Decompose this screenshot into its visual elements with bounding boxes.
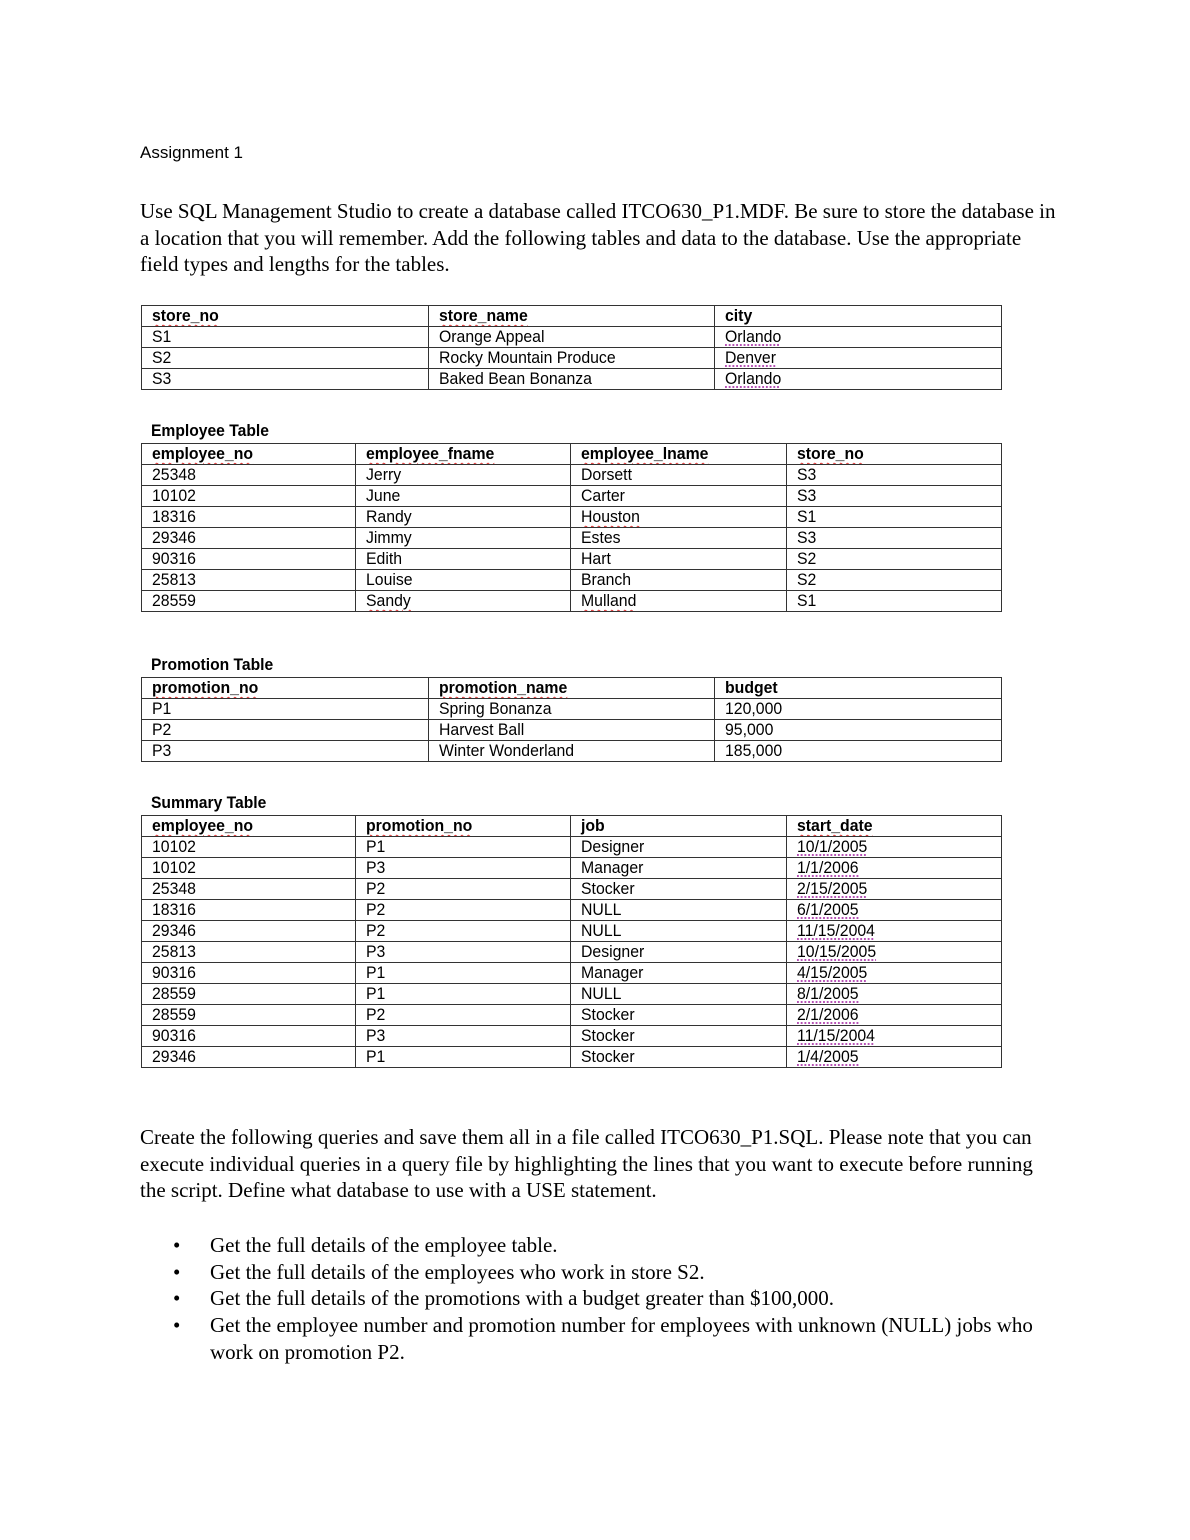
list-item bbox=[140, 1232, 1060, 1259]
table-cell bbox=[787, 921, 1002, 942]
cell-value: 95,000 bbox=[725, 720, 774, 739]
table-row bbox=[142, 570, 1002, 591]
table-cell bbox=[787, 570, 1002, 591]
table-cell bbox=[787, 984, 1002, 1005]
cell-value: Dorsett bbox=[581, 465, 632, 484]
column-header-label: promotion_no bbox=[366, 816, 473, 835]
cell-value: S2 bbox=[152, 348, 172, 367]
cell-value: Denver bbox=[725, 348, 776, 367]
table-cell bbox=[142, 879, 356, 900]
table-cell bbox=[142, 528, 356, 549]
table-cell bbox=[142, 507, 356, 528]
table-header-row bbox=[142, 678, 1002, 699]
table-cell bbox=[142, 741, 429, 762]
cell-value: P3 bbox=[152, 741, 172, 760]
cell-value: Louise bbox=[366, 570, 413, 589]
table-cell bbox=[571, 963, 787, 984]
table-cell bbox=[429, 699, 715, 720]
table-row bbox=[142, 465, 1002, 486]
cell-value: S3 bbox=[797, 528, 817, 547]
table-cell bbox=[571, 1026, 787, 1047]
column-header-label: start_date bbox=[797, 816, 873, 835]
bullet-icon: • bbox=[173, 1313, 181, 1338]
bullet-icon: • bbox=[173, 1259, 181, 1284]
cell-value: Rocky Mountain Produce bbox=[439, 348, 616, 367]
cell-value: P1 bbox=[366, 963, 386, 982]
table-cell bbox=[715, 741, 1002, 762]
column-header bbox=[142, 678, 429, 699]
table-cell bbox=[787, 465, 1002, 486]
table-cell bbox=[142, 921, 356, 942]
cell-value: 10102 bbox=[152, 837, 196, 856]
cell-value: Edith bbox=[366, 549, 403, 568]
cell-value: 29346 bbox=[152, 528, 196, 547]
table-cell bbox=[142, 369, 429, 390]
cell-value: S1 bbox=[797, 507, 817, 526]
bullet-icon: • bbox=[173, 1286, 181, 1311]
cell-value: P1 bbox=[152, 699, 172, 718]
table-cell bbox=[571, 1047, 787, 1068]
column-header bbox=[787, 816, 1002, 837]
table-cell bbox=[429, 369, 715, 390]
cell-value: June bbox=[366, 486, 401, 505]
cell-value: Branch bbox=[581, 570, 632, 589]
table-header-row bbox=[142, 816, 1002, 837]
table-row bbox=[142, 327, 1002, 348]
column-header-label: job bbox=[581, 816, 605, 835]
table-cell bbox=[356, 591, 571, 612]
table-row bbox=[142, 507, 1002, 528]
table-cell bbox=[787, 837, 1002, 858]
cell-value: P2 bbox=[152, 720, 172, 739]
cell-value: 90316 bbox=[152, 1026, 196, 1045]
task-text: Get the employee number and promotion number for employees with unknown (NULL) jobs who work on promotion P2. bbox=[210, 1313, 1033, 1364]
column-header bbox=[571, 444, 787, 465]
cell-value: 18316 bbox=[152, 507, 196, 526]
cell-value: P3 bbox=[366, 942, 386, 961]
table-row bbox=[142, 963, 1002, 984]
cell-value: Harvest Ball bbox=[439, 720, 525, 739]
bullet-icon: • bbox=[173, 1233, 181, 1257]
cell-value: Manager bbox=[581, 963, 644, 982]
cell-value: P1 bbox=[366, 1047, 386, 1066]
column-header-label: store_no bbox=[152, 306, 219, 325]
table-cell bbox=[787, 963, 1002, 984]
table-cell bbox=[142, 327, 429, 348]
table-row bbox=[142, 837, 1002, 858]
table-cell bbox=[142, 465, 356, 486]
table-cell bbox=[142, 570, 356, 591]
table-row bbox=[142, 879, 1002, 900]
table-row bbox=[142, 1026, 1002, 1047]
cell-value: NULL bbox=[581, 900, 622, 919]
cell-value: Jerry bbox=[366, 465, 402, 484]
table-cell bbox=[142, 942, 356, 963]
column-header bbox=[142, 444, 356, 465]
cell-value: Stocker bbox=[581, 1026, 635, 1045]
cell-value: Baked Bean Bonanza bbox=[439, 369, 592, 388]
column-header-label: city bbox=[725, 306, 753, 325]
cell-value: 28559 bbox=[152, 591, 196, 610]
table-cell bbox=[356, 921, 571, 942]
cell-value: S1 bbox=[152, 327, 172, 346]
table-cell bbox=[787, 1047, 1002, 1068]
table-row bbox=[142, 549, 1002, 570]
cell-value: 185,000 bbox=[725, 741, 783, 760]
task-text: Get the full details of the employees who work in store S2. bbox=[210, 1259, 705, 1284]
table-cell bbox=[787, 549, 1002, 570]
list-item bbox=[140, 1312, 1060, 1365]
table-cell bbox=[356, 528, 571, 549]
column-header bbox=[715, 678, 1002, 699]
table-row bbox=[142, 720, 1002, 741]
cell-value: Mulland bbox=[581, 591, 637, 610]
column-header-label: store_no bbox=[797, 444, 864, 463]
table-cell bbox=[142, 858, 356, 879]
column-header bbox=[571, 816, 787, 837]
store-table bbox=[141, 305, 1002, 390]
table-cell bbox=[429, 348, 715, 369]
table-cell bbox=[571, 879, 787, 900]
column-header bbox=[142, 306, 429, 327]
column-header bbox=[429, 678, 715, 699]
column-header-label: store_name bbox=[439, 306, 528, 325]
task-list bbox=[140, 1232, 1060, 1366]
table-cell bbox=[571, 465, 787, 486]
cell-value: 10/1/2005 bbox=[797, 837, 868, 856]
cell-value: 28559 bbox=[152, 1005, 196, 1024]
cell-value: S1 bbox=[797, 591, 817, 610]
cell-value: NULL bbox=[581, 984, 622, 1003]
table-cell bbox=[356, 465, 571, 486]
table-cell bbox=[142, 837, 356, 858]
table-cell bbox=[787, 858, 1002, 879]
cell-value: 28559 bbox=[152, 984, 196, 1003]
table-cell bbox=[787, 1026, 1002, 1047]
column-header bbox=[356, 444, 571, 465]
table-cell bbox=[356, 1026, 571, 1047]
table-cell bbox=[142, 549, 356, 570]
cell-value: Houston bbox=[581, 507, 640, 526]
table-cell bbox=[356, 984, 571, 1005]
cell-value: P2 bbox=[366, 879, 386, 898]
table-row bbox=[142, 348, 1002, 369]
cell-value: 25348 bbox=[152, 879, 196, 898]
table-row bbox=[142, 486, 1002, 507]
table-cell bbox=[356, 837, 571, 858]
cell-value: 90316 bbox=[152, 549, 196, 568]
cell-value: S2 bbox=[797, 549, 817, 568]
table-cell bbox=[571, 921, 787, 942]
cell-value: 8/1/2005 bbox=[797, 984, 859, 1003]
table-cell bbox=[715, 327, 1002, 348]
cell-value: P2 bbox=[366, 900, 386, 919]
table-cell bbox=[356, 963, 571, 984]
summary-table bbox=[141, 815, 1002, 1068]
table-cell bbox=[571, 858, 787, 879]
cell-value: Stocker bbox=[581, 1005, 635, 1024]
table-cell bbox=[787, 591, 1002, 612]
table-row bbox=[142, 1047, 1002, 1068]
column-header-label: budget bbox=[725, 678, 778, 697]
table-cell bbox=[571, 549, 787, 570]
table-row bbox=[142, 369, 1002, 390]
promotion-table-caption: Promotion Table bbox=[151, 655, 274, 674]
table-row bbox=[142, 921, 1002, 942]
table-cell bbox=[142, 486, 356, 507]
table-cell bbox=[787, 486, 1002, 507]
cell-value: P2 bbox=[366, 921, 386, 940]
table-cell bbox=[571, 900, 787, 921]
table-cell bbox=[571, 507, 787, 528]
table-cell bbox=[787, 507, 1002, 528]
table-cell bbox=[356, 486, 571, 507]
cell-value: P2 bbox=[366, 1005, 386, 1024]
table-cell bbox=[429, 327, 715, 348]
column-header-label: employee_lname bbox=[581, 444, 709, 463]
cell-value: 25813 bbox=[152, 942, 196, 961]
cell-value: Jimmy bbox=[366, 528, 412, 547]
cell-value: 10102 bbox=[152, 486, 196, 505]
cell-value: S2 bbox=[797, 570, 817, 589]
cell-value: Estes bbox=[581, 528, 621, 547]
cell-value: Stocker bbox=[581, 1047, 635, 1066]
table-header-row bbox=[142, 306, 1002, 327]
employee-table bbox=[141, 443, 1002, 612]
column-header bbox=[356, 816, 571, 837]
cell-value: 90316 bbox=[152, 963, 196, 982]
cell-value: Orlando bbox=[725, 369, 782, 388]
cell-value: 1/4/2005 bbox=[797, 1047, 859, 1066]
cell-value: 4/15/2005 bbox=[797, 963, 868, 982]
cell-value: Sandy bbox=[366, 591, 411, 610]
table-row bbox=[142, 900, 1002, 921]
table-cell bbox=[429, 720, 715, 741]
table-cell bbox=[142, 900, 356, 921]
column-header bbox=[715, 306, 1002, 327]
cell-value: 2/15/2005 bbox=[797, 879, 868, 898]
cell-value: 25813 bbox=[152, 570, 196, 589]
cell-value: 29346 bbox=[152, 1047, 196, 1066]
table-cell bbox=[356, 900, 571, 921]
summary-table-caption: Summary Table bbox=[151, 793, 267, 812]
cell-value: 1/1/2006 bbox=[797, 858, 859, 877]
table-cell bbox=[142, 963, 356, 984]
table-cell bbox=[356, 549, 571, 570]
table-cell bbox=[356, 1047, 571, 1068]
cell-value: 25348 bbox=[152, 465, 196, 484]
table-cell bbox=[715, 699, 1002, 720]
cell-value: 29346 bbox=[152, 921, 196, 940]
table-row bbox=[142, 1005, 1002, 1026]
cell-value: 2/1/2006 bbox=[797, 1005, 859, 1024]
cell-value: P3 bbox=[366, 858, 386, 877]
list-item bbox=[140, 1285, 1060, 1312]
cell-value: S3 bbox=[797, 486, 817, 505]
cell-value: S3 bbox=[152, 369, 172, 388]
table-cell bbox=[571, 1005, 787, 1026]
cell-value: Designer bbox=[581, 837, 645, 856]
table-cell bbox=[571, 486, 787, 507]
task-text: Get the full details of the employee table. bbox=[210, 1233, 558, 1257]
cell-value: P1 bbox=[366, 984, 386, 1003]
cell-value: Spring Bonanza bbox=[439, 699, 552, 718]
column-header bbox=[429, 306, 715, 327]
table-cell bbox=[142, 1047, 356, 1068]
list-item bbox=[140, 1259, 1060, 1286]
intro-paragraph: Use SQL Management Studio to create a database called ITCO630_P1.MDF. Be sure to store the database in a location that you will remember. Add the following tables and data to the database. Use the appropriate field types and lengths for the tables. bbox=[140, 199, 1056, 277]
column-header-label: promotion_name bbox=[439, 678, 568, 697]
cell-value: P1 bbox=[366, 837, 386, 856]
column-header-label: employee_no bbox=[152, 444, 254, 463]
table-cell bbox=[356, 858, 571, 879]
cell-value: 10102 bbox=[152, 858, 196, 877]
table-row bbox=[142, 858, 1002, 879]
table-cell bbox=[142, 1026, 356, 1047]
table-cell bbox=[571, 837, 787, 858]
table-cell bbox=[787, 942, 1002, 963]
cell-value: Winter Wonderland bbox=[439, 741, 575, 760]
table-cell bbox=[571, 570, 787, 591]
table-cell bbox=[715, 348, 1002, 369]
table-row bbox=[142, 591, 1002, 612]
cell-value: Randy bbox=[366, 507, 412, 526]
document-title: Assignment 1 bbox=[140, 143, 243, 162]
table-cell bbox=[787, 879, 1002, 900]
cell-value: Designer bbox=[581, 942, 645, 961]
table-row bbox=[142, 528, 1002, 549]
table-cell bbox=[356, 942, 571, 963]
table-cell bbox=[356, 879, 571, 900]
table-header-row bbox=[142, 444, 1002, 465]
table-row bbox=[142, 984, 1002, 1005]
employee-table-caption: Employee Table bbox=[151, 421, 269, 440]
table-cell bbox=[356, 507, 571, 528]
cell-value: P3 bbox=[366, 1026, 386, 1045]
cell-value: Stocker bbox=[581, 879, 635, 898]
cell-value: Carter bbox=[581, 486, 625, 505]
cell-value: S3 bbox=[797, 465, 817, 484]
cell-value: 10/15/2005 bbox=[797, 942, 877, 961]
table-cell bbox=[571, 942, 787, 963]
cell-value: 18316 bbox=[152, 900, 196, 919]
table-cell bbox=[571, 984, 787, 1005]
task-text: Get the full details of the promotions with a budget greater than $100,000. bbox=[210, 1286, 835, 1311]
table-cell bbox=[787, 1005, 1002, 1026]
table-cell bbox=[356, 570, 571, 591]
cell-value: NULL bbox=[581, 921, 622, 940]
cell-value: Hart bbox=[581, 549, 611, 568]
table-cell bbox=[571, 591, 787, 612]
table-cell bbox=[142, 720, 429, 741]
cell-value: Orlando bbox=[725, 327, 782, 346]
cell-value: 11/15/2004 bbox=[797, 1026, 875, 1045]
table-row bbox=[142, 699, 1002, 720]
column-header bbox=[142, 816, 356, 837]
table-cell bbox=[142, 1005, 356, 1026]
column-header bbox=[787, 444, 1002, 465]
cell-value: 11/15/2004 bbox=[797, 921, 875, 940]
table-cell bbox=[142, 591, 356, 612]
table-cell bbox=[142, 984, 356, 1005]
instructions-paragraph: Create the following queries and save them all in a file called ITCO630_P1.SQL. Please note that you can execute individual queries in a query file by highlighting the lines that you want to execute before running the script. Define what database to use with a USE statement. bbox=[140, 1125, 1033, 1203]
table-row bbox=[142, 741, 1002, 762]
table-cell bbox=[571, 528, 787, 549]
cell-value: Orange Appeal bbox=[439, 327, 545, 346]
promotion-table bbox=[141, 677, 1002, 762]
cell-value: 6/1/2005 bbox=[797, 900, 859, 919]
table-cell bbox=[356, 1005, 571, 1026]
column-header-label: promotion_no bbox=[152, 678, 259, 697]
column-header-label: employee_no bbox=[152, 816, 254, 835]
cell-value: Manager bbox=[581, 858, 644, 877]
table-cell bbox=[715, 369, 1002, 390]
table-row bbox=[142, 942, 1002, 963]
table-cell bbox=[429, 741, 715, 762]
table-cell bbox=[142, 348, 429, 369]
table-cell bbox=[787, 528, 1002, 549]
table-cell bbox=[142, 699, 429, 720]
table-cell bbox=[715, 720, 1002, 741]
table-cell bbox=[787, 900, 1002, 921]
cell-value: 120,000 bbox=[725, 699, 783, 718]
column-header-label: employee_fname bbox=[366, 444, 495, 463]
